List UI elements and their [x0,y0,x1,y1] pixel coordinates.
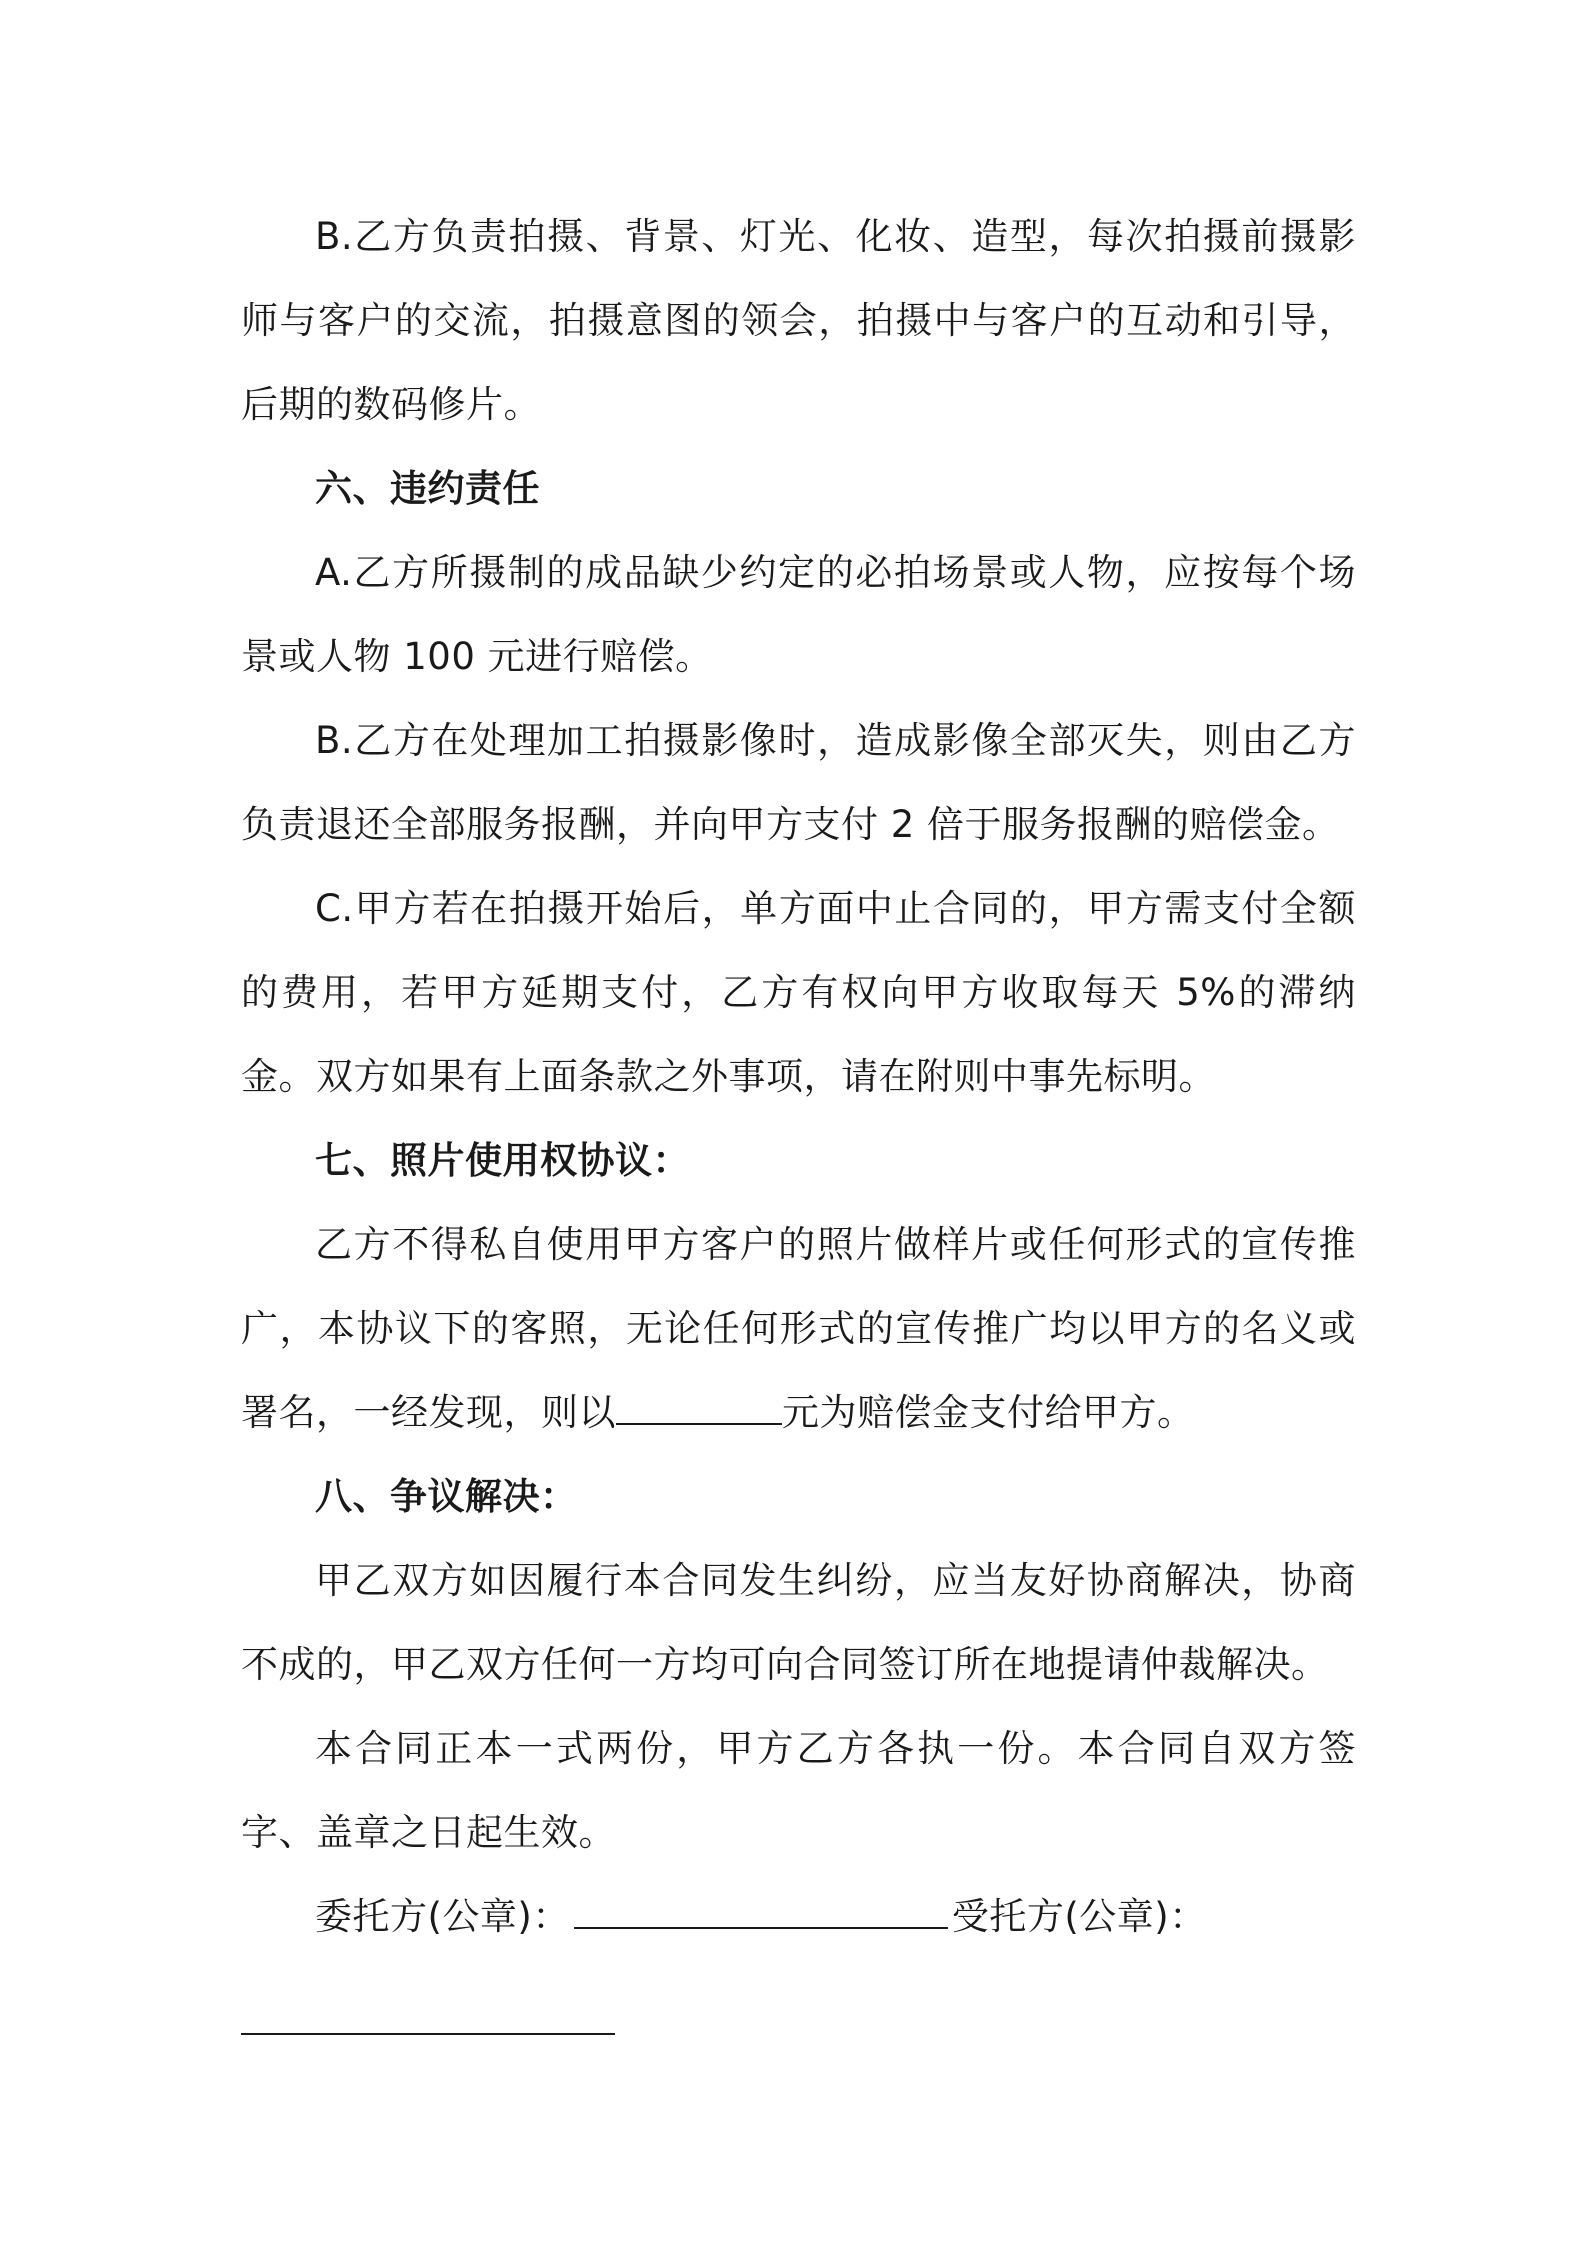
clause-6c: C.甲方若在拍摄开始后，单方面中止合同的，甲方需支付全额的费用，若甲方延期支付，乙方有权向甲方收取每天 5%的滞纳金。双方如果有上面条款之外事项，请在附则中事先标明。 [241,887,1356,1098]
clause-8: 甲乙双方如因履行本合同发生纠纷，应当友好协商解决，协商不成的，甲乙双方任何一方均可向合同签订所在地提请仲裁解决。 [241,1559,1356,1686]
clause-5b: B.乙方负责拍摄、背景、灯光、化妆、造型，每次拍摄前摄影师与客户的交流，拍摄意图的领会，拍摄中与客户的互动和引导，后期的数码修片。 [241,215,1356,426]
principal-label: 委托方(公章)： [315,1895,570,1938]
section-6-heading: 六、违约责任 [315,467,540,510]
clause-7 [241,1203,1356,1455]
agent-signature-row [241,1959,1356,2043]
clause-6b: B.乙方在处理加工拍摄影像时，造成影像全部灭失，则由乙方负责退还全部服务报酬，并向甲方支付 2 倍于服务报酬的赔偿金。 [241,719,1356,846]
signature-row [241,1875,1356,1959]
contract-body [241,195,1356,2043]
clause-7-text: 乙方不得私自使用甲方客户的照片做样片或任何形式的宣传推广，本协议下的客照，无论任何形式的宣传推广均以甲方的名义或署名，一经发现，则以 [241,1223,1356,1434]
agent-label: 受托方(公章)： [951,1895,1207,1938]
clause-6a: A.乙方所摄制的成品缺少约定的必拍场景或人物，应按每个场景或人物 100 元进行赔偿。 [241,551,1356,678]
agent-signature-blank[interactable] [241,2003,615,2035]
principal-signature-blank[interactable] [574,1897,948,1929]
section-8-heading: 八、争议解决： [315,1475,578,1518]
section-7-heading: 七、照片使用权协议： [315,1139,690,1182]
clause-7-text-end: 元为赔偿金支付给甲方。 [782,1391,1195,1434]
validity-clause: 本合同正本一式两份，甲方乙方各执一份。本合同自双方签字、盖章之日起生效。 [241,1727,1356,1854]
compensation-amount-blank[interactable] [616,1393,782,1425]
